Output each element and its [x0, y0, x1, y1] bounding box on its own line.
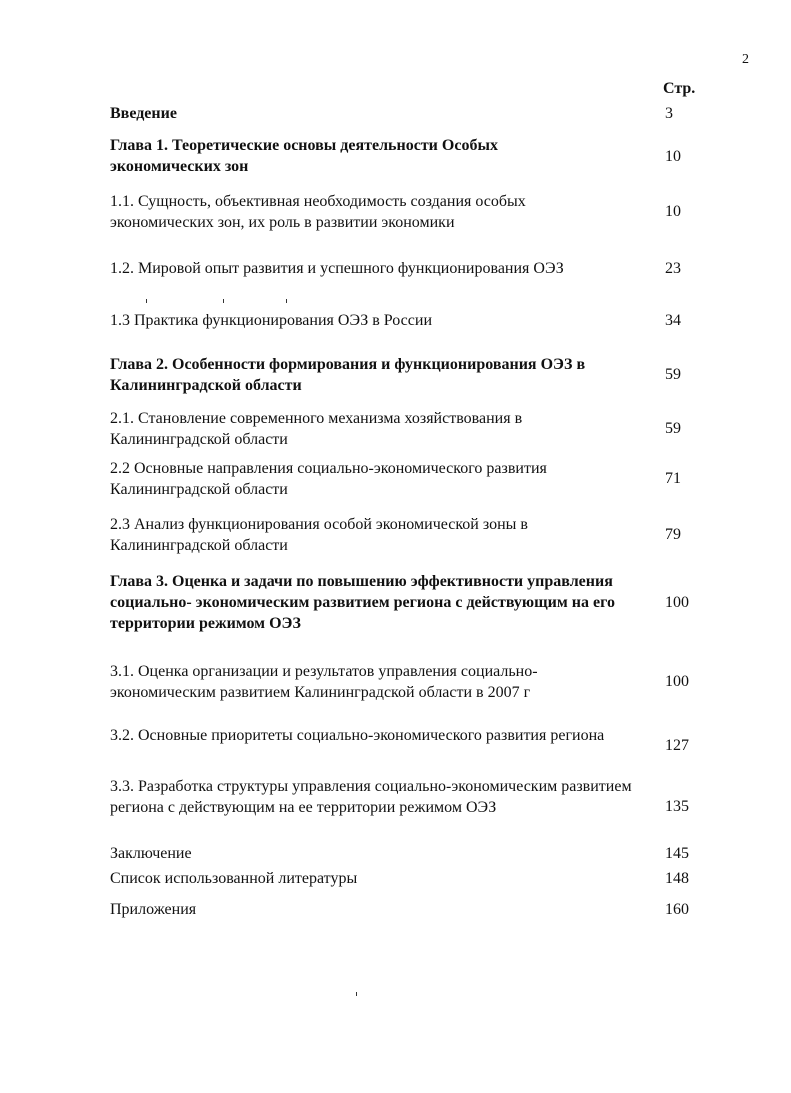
toc-entry-page: 79: [665, 526, 681, 543]
scan-mark: [223, 299, 224, 303]
scan-mark: [146, 299, 147, 303]
toc-entry-page: 10: [665, 148, 681, 165]
toc-entry-page: 160: [665, 901, 689, 918]
toc-entry-title: 1.3 Практика функционирования ОЭЗ в России: [110, 312, 432, 329]
toc-entry-title: 3.3. Разработка структуры управления социально-экономическим развитием региона с действующим на ее территории режимом ОЭЗ: [110, 778, 632, 816]
toc-entry-page: 34: [665, 312, 681, 329]
toc-entry-title: 3.2. Основные приоритеты социально-экономического развития региона: [110, 727, 605, 744]
toc-entry-page: 59: [665, 366, 681, 383]
page-column-header: Стр.: [663, 80, 696, 97]
toc-entry-title: Список использованной литературы: [110, 870, 358, 887]
toc-entry-title: Введение: [110, 105, 177, 122]
toc-entry-title: Приложения: [110, 901, 197, 918]
page-number: 2: [742, 52, 749, 67]
toc-entry-page: 148: [665, 870, 689, 887]
toc-entry-page: 127: [665, 737, 689, 754]
toc-entry-page: 100: [665, 594, 689, 611]
toc-entry-page: 100: [665, 673, 689, 690]
toc-entry-page: 3: [665, 105, 673, 122]
toc-entry-page: 135: [665, 798, 689, 815]
toc-entry-page: 10: [665, 203, 681, 220]
toc-entry-title: 3.1. Оценка организации и результатов управления социально-экономическим развитием Калининградской области в 2007 г: [110, 663, 538, 701]
toc-entry-page: 71: [665, 470, 681, 487]
toc-entry-title: Заключение: [110, 845, 192, 862]
toc-entry-title: 2.2 Основные направления социально-экономического развития Калининградской области: [110, 460, 547, 498]
toc-entry-title: 2.1. Становление современного механизма хозяйствования в Калининградской области: [110, 410, 523, 448]
toc-entry-title: 1.2. Мировой опыт развития и успешного функционирования ОЭЗ: [110, 260, 564, 277]
toc-entry-page: 23: [665, 260, 681, 277]
toc-entry-page: 145: [665, 845, 689, 862]
toc-entry-title: Глава 1. Теоретические основы деятельности Особых экономических зон: [110, 137, 498, 175]
toc-entry-title: 1.1. Сущность, объективная необходимость создания особых экономических зон, их роль в развитии экономики: [110, 193, 526, 231]
scan-mark: [286, 299, 287, 303]
scan-mark: [356, 992, 357, 996]
toc-entry-page: 59: [665, 420, 681, 437]
toc-entry-title: 2.3 Анализ функционирования особой экономической зоны в Калининградской области: [110, 516, 528, 554]
toc-entry-title: Глава 2. Особенности формирования и функционирования ОЭЗ в Калининградской области: [110, 356, 586, 394]
toc-entry-title: Глава 3. Оценка и задачи по повышению эффективности управления социально- экономическим развитием региона с действующим на его территории режимом ОЭЗ: [110, 573, 615, 632]
